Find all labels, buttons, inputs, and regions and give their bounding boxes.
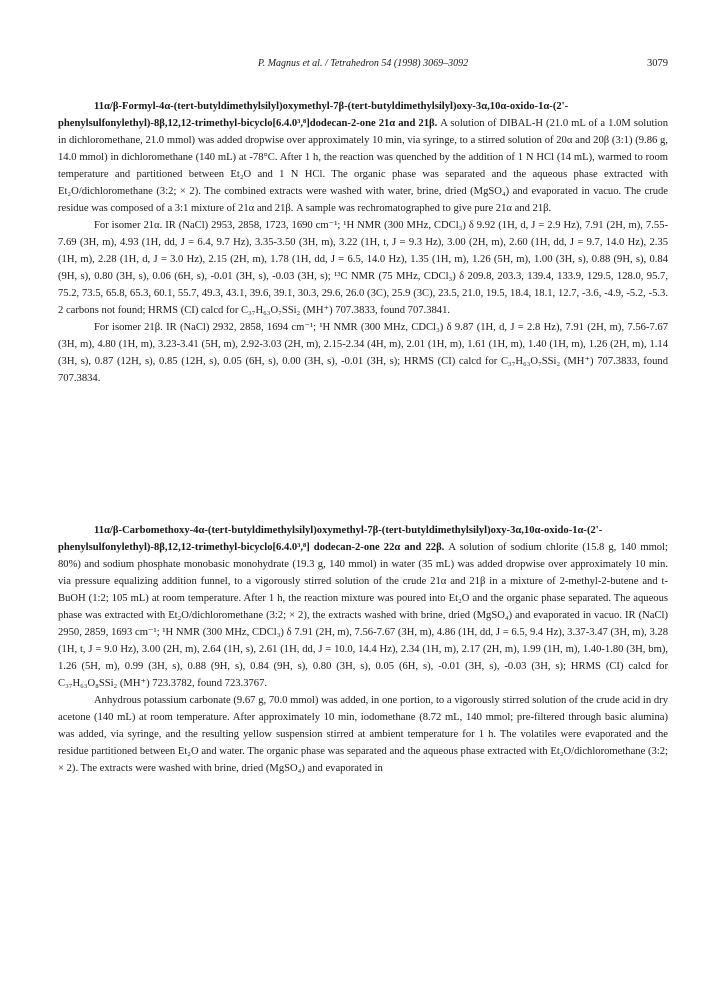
compound-21-title: 11α/β-Formyl-4α-(tert-butyldimethylsilyl)oxymethyl-7β-(tert-butyldimethylsilyl)oxy-3α,10α-oxido-1α-(2'-phenylsulfonylethyl)-8β,12,12-trimethyl-bicyclo[6.4.0³,⁸]dodecan-2-one 21α and 21β.	[58, 101, 569, 129]
paragraph-21-procedure	[58, 98, 668, 217]
compound-22-title: 11α/β-Carbomethoxy-4α-(tert-butyldimethylsilyl)oxymethyl-7β-(tert-butyldimethylsilyl)oxy-3α,10α-oxido-1α-(2'-phenylsulfonylethyl)-8β,12,12-trimethyl-bicyclo[6.4.0³,⁸] dodecan-2-one 22α and 22β.	[58, 525, 603, 553]
isomer-21-beta-data: For isomer 21β. IR (NaCl) 2932, 2858, 1694 cm⁻¹; ¹H NMR (300 MHz, CDCl₃) δ 9.87 (1H, d, J = 2.8 Hz), 7.91 (2H, m), 7.56-7.67 (3H, m), 4.80 (1H, m), 3.23-3.41 (5H, m), 2.92-3.03 (2H, m), 2.15-2.34 (4H, m), 2.01 (1H, m), 1.61 (1H, m), 1.40 (1H, m), 1.26 (2H, m), 1.14 (3H, s), 0.87 (12H, s), 0.85 (12H, s), 0.05 (6H, s), 0.00 (3H, s), -0.01 (3H, s); HRMS (CI) calcd for C₃₇H₆₃O₇SSi₂ (MH⁺) 707.3833, found 707.3834.	[58, 322, 668, 384]
compound-22-procedure: A solution of sodium chlorite (15.8 g, 140 mmol; 80%) and sodium phosphate monobasic monohydrate (19.3 g, 140 mmol) in water (35 mL) was added dropwise over approximately 10 min. via pressure equalizing addition funnel, to a vigorously stirred solution of the crude 21α and 21β in a mixture of 2-methyl-2-butene and t-BuOH (1:2; 105 mL) at room temperature. After 1 h, the reaction mixture was poured into Et₂O and the organic phase separated. The aqueous phase was extracted with Et₂O/dichloromethane (3:2; × 2), the extracts washed with brine, dried (MgSO₄) and evaporated in vacuo. IR (NaCl) 2950, 2859, 1693 cm⁻¹; ¹H NMR (300 MHz, CDCl₃) δ 7.91 (2H, m), 7.56-7.67 (3H, m), 4.86 (1H, dd, J = 6.5, 9.4 Hz), 3.37-3.47 (3H, m), 3.28 (1H, t, J = 9.0 Hz), 3.00 (2H, m), 2.64 (1H, s), 2.61 (1H, dd, J = 10.0, 14.4 Hz), 2.34 (1H, m), 2.17 (2H, m), 1.99 (1H, m), 1.40-1.80 (3H, bm), 1.26 (5H, m), 0.99 (3H, s), 0.88 (9H, s), 0.84 (9H, s), 0.80 (3H, s), 0.05 (6H, s), -0.01 (3H, s), -0.03 (3H, s); HRMS (CI) calcd for C₃₇H₆₃O₈SSi₂ (MH⁺) 723.3782, found 723.3767.	[58, 542, 668, 689]
section-compound-22	[58, 522, 668, 777]
page-number: 3079	[647, 58, 668, 69]
paragraph-22-procedure	[58, 522, 668, 692]
compound-21-procedure: A solution of DIBAL-H (21.0 mL of a 1.0M solution in dichloromethane, 21.0 mmol) was added dropwise over approximately 10 min, via syringe, to a stirred solution of 20α and 20β (3:1) (9.86 g, 14.0 mmol) in dichloromethane (140 mL) at -78°C. After 1 h, the reaction was quenched by the addition of 1 N HCl (14 mL), warmed to room temperature and partitioned between Et₂O and 1 N HCl. The organic phase was separated and the aqueous phase extracted with Et₂O/dichloromethane (3:2; × 2). The combined extracts were washed with water, brine, dried (MgSO₄) and evaporated in vacuo. The crude residue was composed of a 3:1 mixture of 21α and 21β. A sample was rechromatographed to give pure 21α and 21β.	[58, 118, 668, 214]
section-compound-21	[58, 98, 668, 387]
running-header	[58, 55, 668, 71]
journal-page	[58, 0, 668, 999]
isomer-21-alpha-data: For isomer 21α. IR (NaCl) 2953, 2858, 1723, 1690 cm⁻¹; ¹H NMR (300 MHz, CDCl₃) δ 9.92 (1H, d, J = 2.9 Hz), 7.91 (2H, m), 7.55-7.69 (3H, m), 4.93 (1H, dd, J = 6.4, 9.7 Hz), 3.35-3.50 (3H, m), 3.22 (1H, t, J = 9.3 Hz), 3.00 (2H, m), 2.60 (1H, dd, J = 9.7, 14.0 Hz), 2.35 (1H, m), 2.28 (1H, d, J = 3.0 Hz), 2.15 (2H, m), 1.78 (1H, dd, J = 6.5, 14.0 Hz), 1.35 (1H, m), 1.26 (5H, m), 1.00 (3H, s), 0.88 (9H, s), 0.84 (9H, s), 0.80 (3H, s), 0.06 (6H, s), -0.01 (3H, s), -0.03 (3H, s); ¹³C NMR (75 MHz, CDCl₃) δ 209.8, 203.3, 139.4, 133.9, 129.5, 128.0, 95.7, 75.2, 73.5, 65.8, 65.3, 60.1, 55.7, 49.3, 43.1, 39.6, 39.1, 30.3, 29.6, 26.0 (3C), 25.9 (3C), 23.5, 21.0, 19.5, 18.4, 18.1, 12.7, -3.6, -4.9, -5.2, -5.3. 2 carbons not found; HRMS (CI) calcd for C₃₇H₆₃O₇SSi₂ (MH⁺) 707.3833, found 707.3841.	[58, 220, 668, 316]
methylation-paragraph: Anhydrous potassium carbonate (9.67 g, 70.0 mmol) was added, in one portion, to a vigorously stirred solution of the crude acid in dry acetone (140 mL) at room temperature. After approximately 10 min, iodomethane (8.72 mL, 140 mmol; pre-filtered through basic alumina) was added, via syringe, and the resulting yellow suspension stirred at ambient temperature for 1 h. The volatiles were evaporated and the residue partitioned between Et₂O and water. The organic phase was separated and the aqueous phase extracted with Et₂O/dichloromethane (3:2; × 2). The extracts were washed with brine, dried (MgSO₄) and evaporated in	[58, 695, 668, 774]
journal-citation: P. Magnus et al. / Tetrahedron 54 (1998) 3069–3092	[257, 58, 469, 69]
